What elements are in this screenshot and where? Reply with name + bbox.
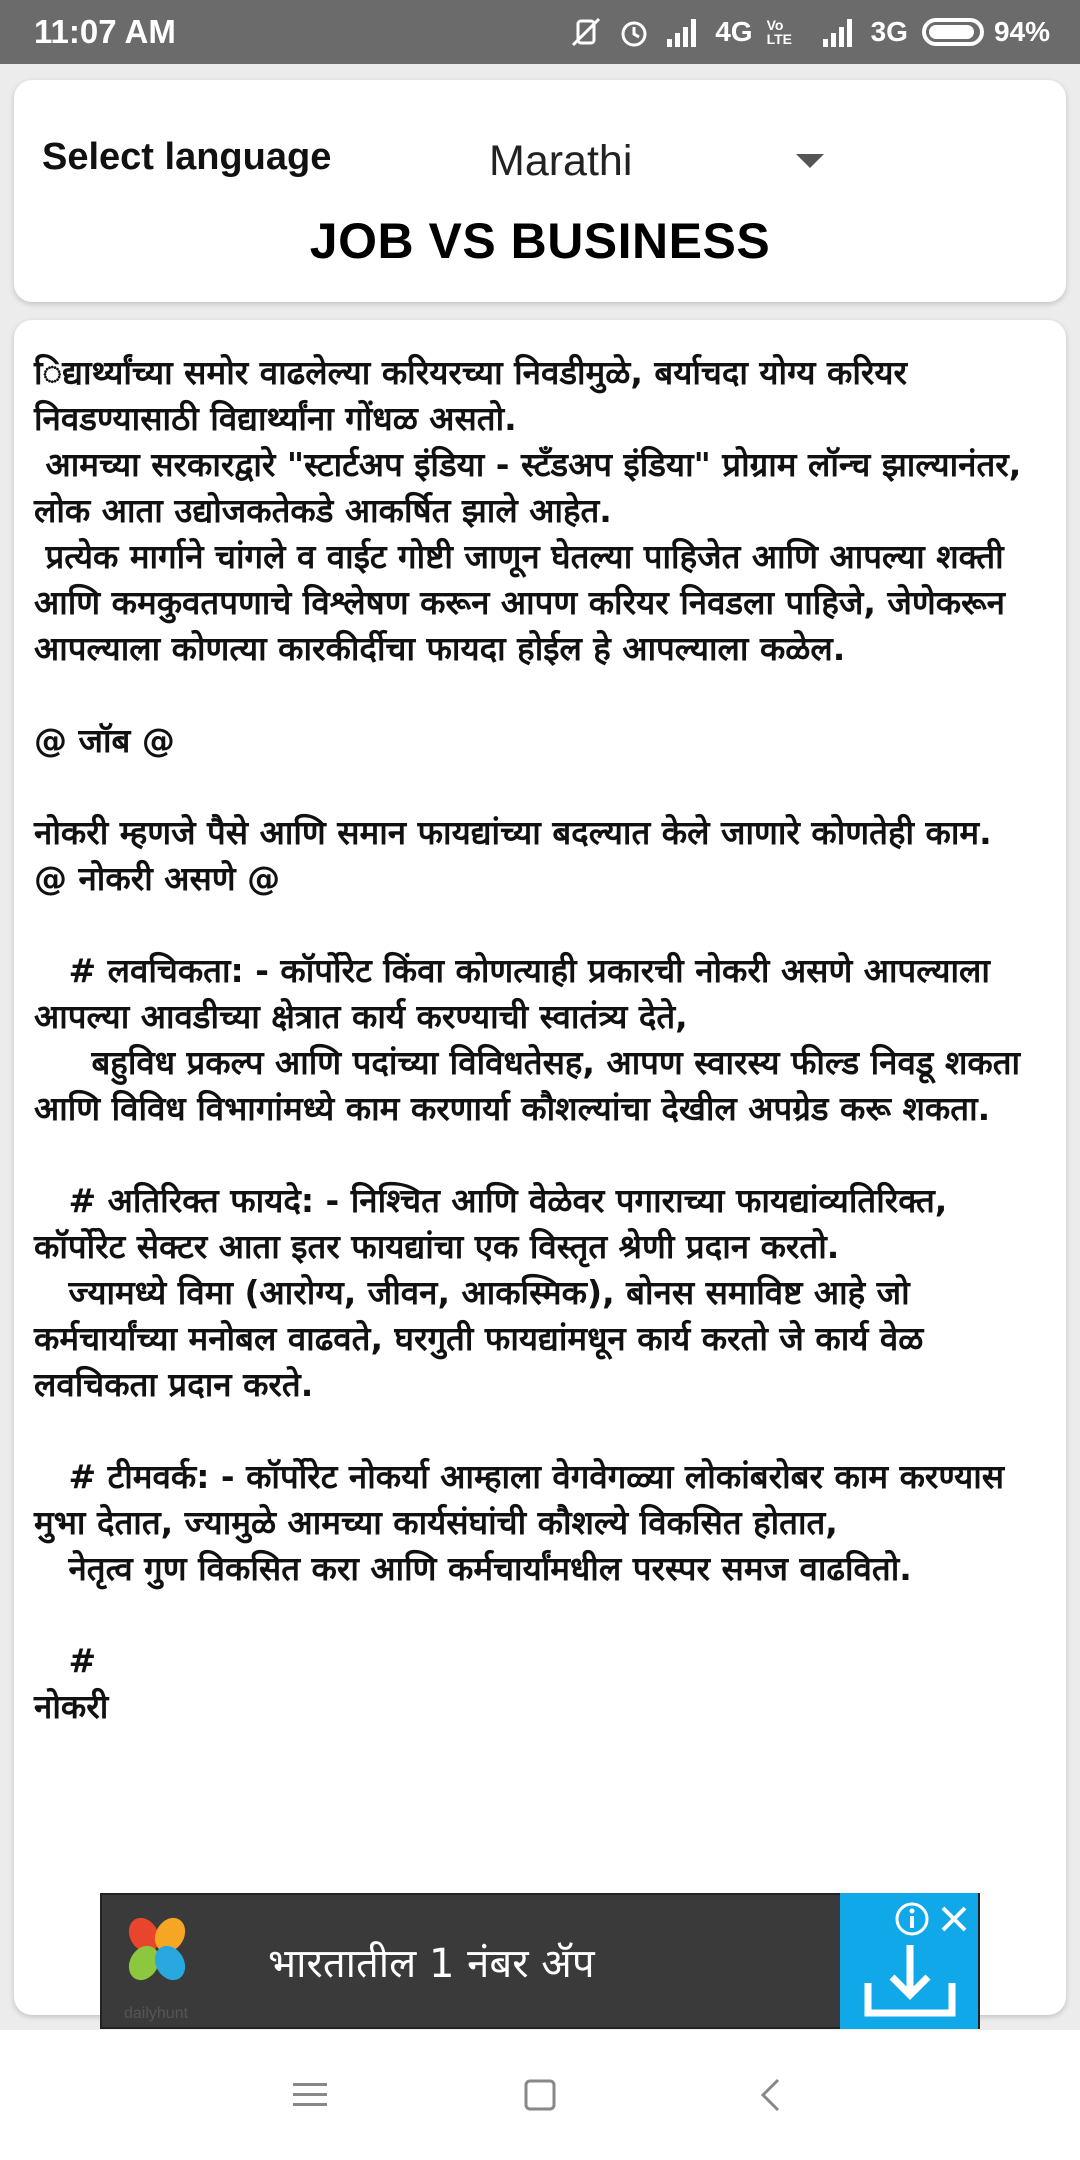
navigation-bar xyxy=(0,2030,1080,2160)
status-icons xyxy=(569,15,1050,49)
status-bar xyxy=(0,0,1080,64)
home-button[interactable] xyxy=(510,2065,570,2125)
menu-button[interactable] xyxy=(280,2065,340,2125)
status-time: 11:07 AM xyxy=(34,13,176,50)
language-label: Select language xyxy=(42,136,332,178)
info-icon[interactable] xyxy=(894,1901,930,1937)
ad-text: भारतातील 1 नंबर ॲप xyxy=(268,1940,595,1987)
page-title: JOB VS BUSINESS xyxy=(309,213,771,269)
alarm-icon xyxy=(617,15,651,49)
network-type-2: 3G xyxy=(870,16,908,47)
chevron-down-icon xyxy=(796,154,824,168)
language-dropdown[interactable] xyxy=(464,128,844,194)
language-value: Marathi xyxy=(489,136,633,185)
back-button[interactable] xyxy=(740,2065,800,2125)
back-icon xyxy=(758,2077,782,2113)
ad-download-button[interactable] xyxy=(840,1893,978,2029)
download-icon xyxy=(862,1941,958,2021)
battery xyxy=(922,16,1050,48)
home-icon xyxy=(523,2078,557,2112)
battery-percent: 94% xyxy=(993,16,1050,47)
ad-banner[interactable] xyxy=(100,1893,980,2029)
close-icon[interactable] xyxy=(936,1901,972,1937)
ad-brand: dailyhunt xyxy=(124,2005,189,2022)
menu-icon xyxy=(293,2081,327,2109)
content-card[interactable] xyxy=(14,320,1066,2015)
battery-icon xyxy=(922,18,984,46)
network-type-1: 4G xyxy=(715,16,753,47)
dailyhunt-logo xyxy=(102,1893,212,2029)
volte-badge: Vo LTE xyxy=(766,17,792,47)
article-text: िद्यार्थ्यांच्या समोर वाढलेल्या करियरच्या निवडीमुळे, बर्याचदा योग्य करियर निवडण्यासाठी विद्यार्थ्यांना गोंधळ असतो. आमच्या सरकारद्वारे "स्टार्टअप इंडिया - स्टँडअप इंडिया" प्रोग्राम लॉन्च झाल्यानंतर, लोक आता उद्योजकतेकडे आकर्षित झाले आहेत. प्रत्येक मार्गाने चांगले व वाईट गोष्टी जाणून घेतल्या पाहिजेत आणि आपल्या शक्ती आणि कमकुवतपणाचे विश्लेषण करून आपण करियर निवडला पाहिजे, जेणेकरून आपल्याला कोणत्या कारकीर्दीचा फायदा होईल हे आपल्याला कळेल. @ जॉब @ नोकरी म्हणजे पैसे आणि समान फायद्यांच्या बदल्यात केले जाणारे कोणतेही काम. @ नोकरी असणे @ # लवचिकता: - कॉर्पोरेट किंवा कोणत्याही प्रकारची नोकरी असणे आपल्याला आपल्या आवडीच्या क्षेत्रात कार्य करण्याची स्वातंत्र्य देते, बहुविध प्रकल्प आणि पदांच्या विविधतेसह, आपण स्वारस्य फील्ड निवडू शकता आणि विविध विभागांमध्ये काम करणार्या कौशल्यांचा देखील अपग्रेड करू शकता. # अतिरिक्त फायदे: - निश्चित आणि वेळेवर पगाराच्या फायद्यांव्यतिरिक्त, कॉर्पोरेट सेक्टर आता इतर फायद्यांचा एक विस्तृत श्रेणी प्रदान करतो. ज्यामध्ये विमा (आरोग्य, जीवन, आकस्मिक), बोनस समाविष्ट आहे जो कर्मचार्यांच्या मनोबल वाढवते, घरगुती फायद्यांमधून कार्य करतो जे कार्य वेळ लवचिकता प्रदान करते. # टीमवर्क: - कॉर्पोरेट नोकर्या आम्हाला वेगवेगळ्या लोकांबरोबर काम करण्यास मुभा देतात, ज्यामुळे आमच्या कार्यसंघांची कौशल्ये विकसित होतात, नेतृत्व गुण विकसित करा आणि कर्मचार्यांमधील परस्पर समज वाढवितो. # नोकरी xyxy=(34,353,1022,1726)
mute-vibrate-icon xyxy=(569,15,603,49)
signal-icon xyxy=(665,17,701,47)
header-card xyxy=(14,80,1066,302)
signal-icon xyxy=(821,17,857,47)
